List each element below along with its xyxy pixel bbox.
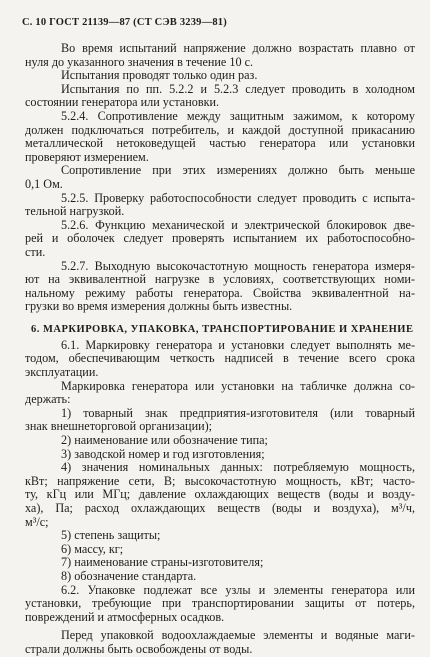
text-line: состоянии генератора или установки. bbox=[25, 95, 220, 110]
text-line: Испытания по пп. 5.2.2 и 5.2.3 следует проводить в холодном bbox=[61, 81, 415, 96]
text-line: 6.1. Маркировку генератора и установки следует выполнять ме- bbox=[61, 337, 415, 352]
text-line: 5.2.5. Проверку работоспособности следует проводить с испыта- bbox=[61, 190, 415, 205]
list-item: 5) степень защиты; bbox=[61, 528, 161, 543]
text-line: повреждений и атмосферных осадков. bbox=[25, 609, 225, 624]
text-line: Маркировка генератора или установки на табличке должна со- bbox=[61, 378, 415, 393]
text-line: грузки во время измерения должны быть известны. bbox=[25, 299, 293, 314]
page-header: С. 10 ГОСТ 21139—87 (СТ СЭВ 3239—81) bbox=[22, 17, 227, 28]
document-body bbox=[25, 41, 415, 657]
text-line: должен подключаться потребитель, и каждой доступной прикасанию bbox=[25, 122, 415, 137]
text-line: ха), Па; расход охлаждающих веществ (воды и воздуха), м³/ч, bbox=[25, 501, 415, 515]
text-line: установки, требующие при транспортировании защиты от потерь, bbox=[25, 596, 415, 611]
text-line: тодом, обеспечивающим четкость надписей в течение всего срока bbox=[25, 351, 415, 366]
list-item: 4) значения номинальных данных: потребляемую мощность, bbox=[61, 460, 415, 475]
text-line: 5.2.7. Выходную высокочастотную мощность генератора измеря- bbox=[61, 258, 415, 273]
text-line: Сопротивление при этих измерениях должно быть меньше bbox=[61, 163, 415, 178]
text-line: эксплуатации. bbox=[25, 365, 99, 380]
text-line: нуля до указанного значения в течение 10 с. bbox=[25, 54, 254, 69]
text-line: знак внешнеторговой организации); bbox=[25, 419, 213, 434]
text-line: сти. bbox=[25, 244, 46, 259]
text-line: тельной нагрузкой. bbox=[25, 204, 125, 219]
section-title: 6. МАРКИРОВКА, УПАКОВКА, ТРАНСПОРТИРОВАНИЕ И ХРАНЕНИЕ bbox=[31, 323, 414, 335]
list-item: 6) массу, кг; bbox=[61, 541, 124, 556]
text-line: Во время испытаний напряжение должно возрастать плавно от bbox=[61, 41, 415, 55]
text-line: ют на эквивалентной нагрузке в условиях, соответствующих номи- bbox=[25, 272, 415, 287]
text-line: Испытания проводят только один раз. bbox=[61, 68, 258, 83]
text-line: 0,1 Ом. bbox=[25, 176, 63, 191]
text-line: ту, кГц или МГц; давление охлаждающих веществ (воды и возду- bbox=[25, 487, 415, 502]
text-line: кВт; напряжение сети, В; высокочастотную мощность, кВт; часто- bbox=[25, 473, 415, 488]
text-line: держать: bbox=[25, 392, 71, 407]
text-line: 5.2.4. Сопротивление между защитным зажимом, к которому bbox=[61, 108, 415, 123]
text-line: проверяют измерением. bbox=[25, 149, 149, 164]
list-item: 1) товарный знак предприятия-изготовителя (или товарный bbox=[61, 405, 415, 420]
list-item: 7) наименование страны-изготовителя; bbox=[61, 555, 264, 570]
list-item: 8) обозначение стандарта. bbox=[61, 568, 197, 583]
text-line: Перед упаковкой водоохлаждаемые элементы и водяные маги- bbox=[61, 628, 415, 643]
text-line: 6.2. Упаковке подлежат все узлы и элементы генератора или bbox=[61, 582, 415, 597]
text-line: рей и оболочек следует проверять испытанием их работоспособно- bbox=[25, 231, 415, 246]
text-line: 5.2.6. Функцию механической и электрической блокировок две- bbox=[61, 217, 415, 232]
text-line: страли должны быть освобождены от воды. bbox=[25, 641, 253, 656]
text-line: металлической нетоковедущей частью генератора или установки bbox=[25, 136, 415, 151]
list-item: 3) заводской номер и год изготовления; bbox=[61, 446, 265, 461]
text-line: нальному режиму работы генератора. Свойства эквивалентной на- bbox=[25, 285, 415, 300]
list-item: 2) наименование или обозначение типа; bbox=[61, 433, 268, 448]
text-line: м³/с; bbox=[25, 514, 49, 529]
